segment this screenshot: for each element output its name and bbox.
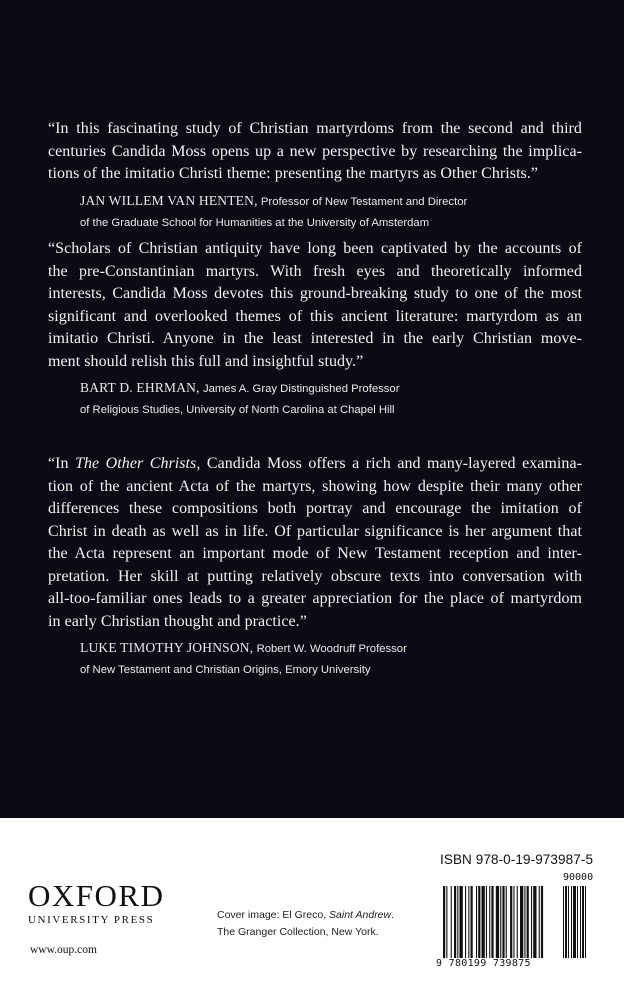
oxford-logo [28, 880, 164, 927]
book-title: The Other Christs [75, 455, 197, 472]
barcode-bar [457, 886, 458, 958]
barcode-addon-bar [577, 886, 578, 958]
logo-sub: UNIVERSITY PRESS [28, 914, 155, 926]
quote-line [48, 453, 582, 476]
barcode-bar [539, 886, 540, 958]
review-quote [48, 453, 582, 633]
barcode-bar [471, 886, 473, 958]
barcode-bar [527, 886, 529, 958]
barcode-bar [476, 886, 477, 958]
reviewer-name: JAN WILLEM VAN HENTEN, [80, 192, 258, 208]
quote-line: centuries Candida Moss opens up a new perspective by researching the implica- [48, 142, 582, 160]
review-3 [48, 453, 582, 681]
barcode-addon-bar [563, 886, 564, 958]
reviewer-title: of New Testament and Christian Origins, Emory University [80, 664, 371, 676]
quote-line: differences these compositions both portray and encourage the imitation of [48, 500, 582, 517]
barcode-bar [482, 886, 485, 958]
barcode-bar [533, 886, 536, 958]
quote-line: pretation. Her skill at putting relatively obscure texts into conversation with [48, 567, 582, 585]
barcode-bar [489, 886, 490, 958]
quote-text: , Candida Moss offers a rich and many-layered examina- [196, 455, 583, 472]
reviewer-title: Robert W. Woodruff Professor [256, 643, 407, 655]
barcode-addon-bar [580, 886, 581, 958]
quote-line: ment should relish this full and insightful study.” [48, 352, 364, 370]
barcode-addon-bar [568, 886, 569, 958]
review-quote [48, 238, 582, 373]
review-1 [48, 118, 582, 234]
barcode-bar [454, 886, 456, 958]
barcode-addon-bar [565, 886, 567, 958]
reviewer-name: BART D. EHRMAN, [80, 380, 200, 395]
barcode-bar [465, 886, 466, 958]
barcode-bar [531, 886, 532, 958]
quote-line: “In this fascinating study of Christian martyrdoms from the second and third [48, 120, 582, 137]
quote-line: the Acta represent an important mode of New Testament reception and inter- [48, 545, 582, 562]
barcode-addon-bar [573, 886, 576, 958]
reviewer-title: James A. Gray Distinguished Professor [202, 383, 400, 395]
barcode-bar [460, 886, 463, 958]
barcode-bar [524, 886, 525, 958]
barcode-bar [517, 886, 518, 958]
barcode-bar [468, 886, 469, 958]
reviewer-title: of Religious Studies, University of North Carolina at Chapel Hill [80, 404, 395, 416]
review-attribution [80, 377, 582, 421]
quote-line: significant and overlooked themes of this ancient literature: martyrdom as an [48, 307, 582, 325]
barcode-bar [500, 886, 501, 958]
barcode-bar [506, 886, 507, 958]
barcode-bar [520, 886, 523, 958]
cover-credit [217, 907, 397, 941]
quote-line: tions of the imitatio Christi theme: presenting the martyrs as Other Christs.” [48, 165, 539, 182]
cover-credit-suffix: . The Granger Collection, New York. [217, 909, 395, 938]
barcode-bar [510, 886, 512, 958]
cover-credit-prefix: Cover image: El Greco, [217, 909, 330, 921]
publisher-website[interactable]: www.oup.com [30, 944, 97, 956]
reviewer-title: Professor of New Testament and Director [260, 195, 468, 208]
quote-line: all-too-familiar ones leads to a greater appreciation for the place of martyrdom [48, 590, 582, 607]
barcode-number: 9 780199 739875 [436, 958, 531, 969]
logo-main: OXFORD [28, 878, 165, 913]
barcode-bar [443, 886, 445, 958]
cover-credit-title: Saint Andrew [329, 909, 392, 921]
barcode-bar [446, 886, 447, 958]
quote-line: interests, Candida Moss devotes this ground-breaking study to one of the most [48, 285, 582, 302]
review-quote [48, 118, 582, 186]
quote-line: Christ in death as well as in life. Of particular significance is her argument that [48, 522, 582, 540]
barcode-bar [496, 886, 499, 958]
review-attribution [80, 637, 582, 681]
barcode-addon-bar [571, 886, 572, 958]
barcode-bar [491, 886, 493, 958]
quote-line: tion of the ancient Acta of the martyrs, showing how despite their many other [48, 477, 582, 495]
barcode-bar [451, 886, 452, 958]
review-2 [48, 238, 582, 421]
review-attribution [80, 190, 582, 234]
barcode-bar [502, 886, 504, 958]
barcode-addon-bar [585, 886, 586, 958]
barcode-bar [513, 886, 514, 958]
isbn-label: ISBN 978-0-19-973987-5 [440, 852, 594, 867]
reviewer-title: of the Graduate School for Humanities at the University of Amsterdam [80, 216, 430, 229]
quote-text: “In [48, 455, 76, 472]
barcode-addon-number: 90000 [563, 872, 594, 883]
quote-line: imitatio Christi. Anyone in the least interested in the early Christian move- [48, 330, 582, 347]
quote-line: the pre-Constantinian martyrs. With fresh eyes and theoretically informed [48, 262, 582, 280]
quote-line: “Scholars of Christian antiquity have long been captivated by the accounts of [48, 240, 582, 257]
barcode-icon [443, 872, 603, 958]
barcode-bar [486, 886, 487, 958]
quote-line: in early Christian thought and practice.” [48, 612, 307, 630]
barcode-addon-bar [582, 886, 584, 958]
barcode-bar [478, 886, 480, 958]
barcode-bar [541, 886, 543, 958]
reviewer-name: LUKE TIMOTHY JOHNSON, [80, 640, 254, 655]
